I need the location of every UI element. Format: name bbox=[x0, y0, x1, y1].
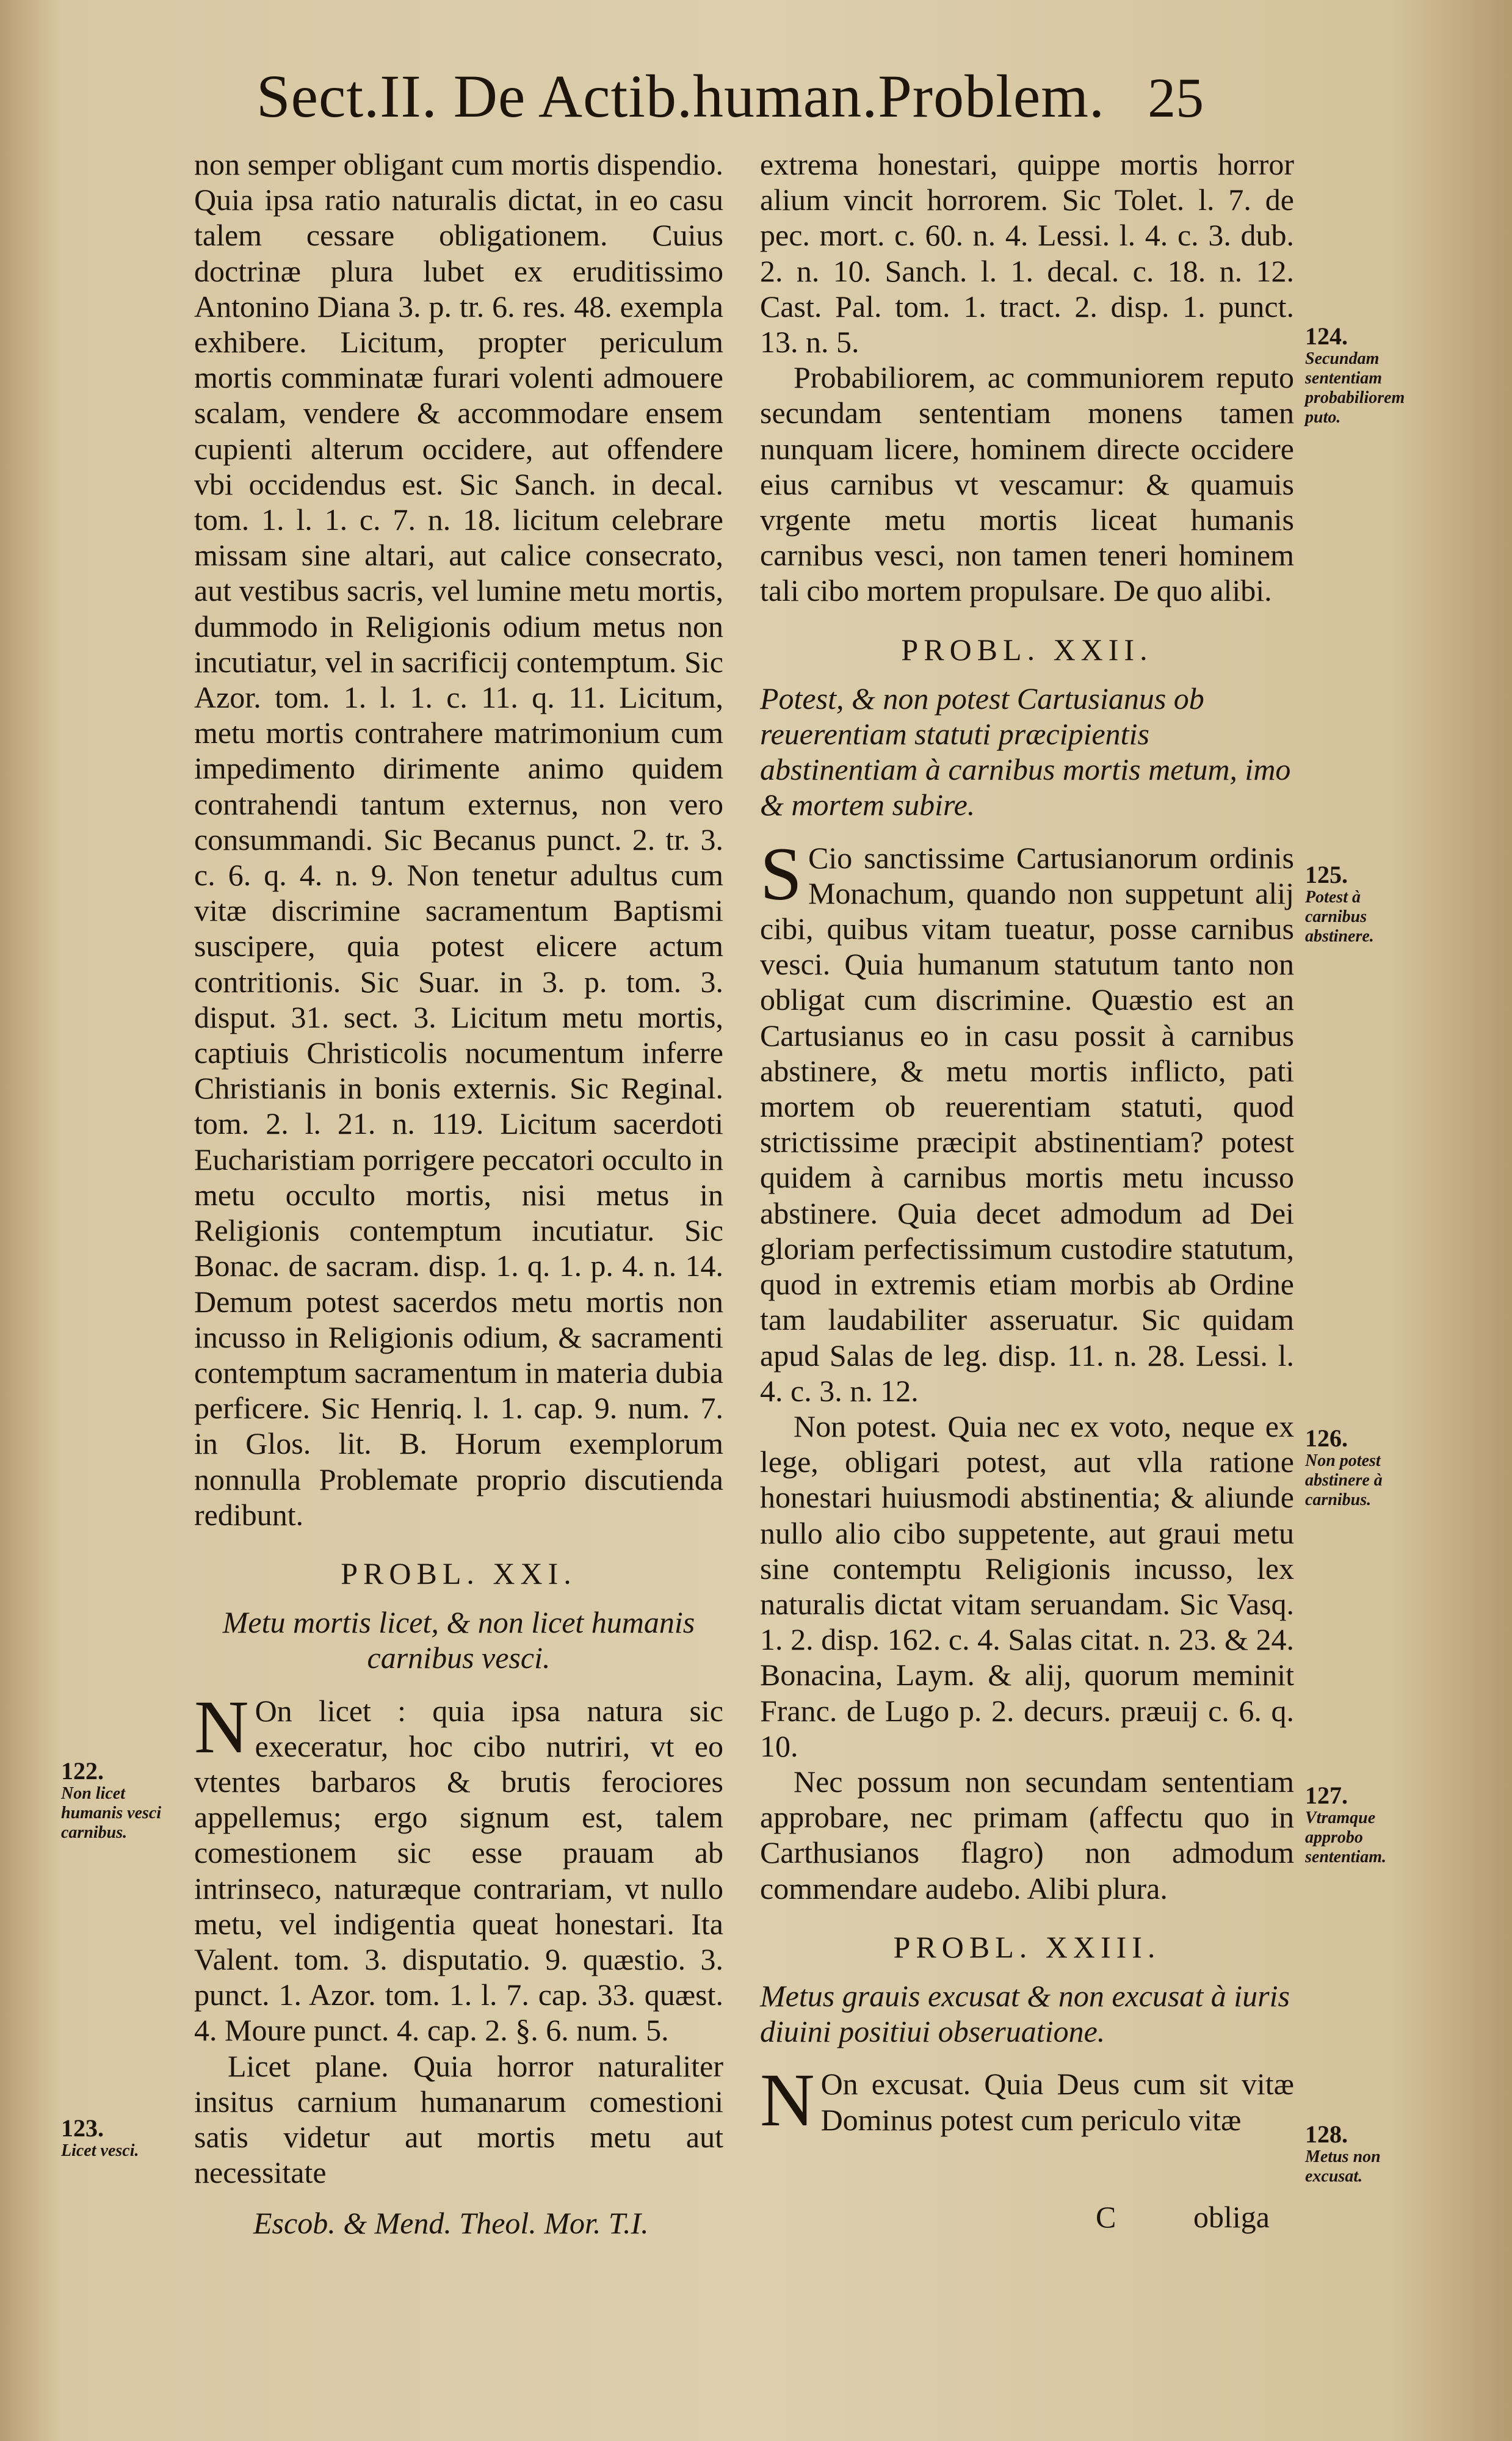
right-paragraph-3 bbox=[760, 832, 1294, 1409]
margin-note-text: Metus non excusat. bbox=[1305, 2147, 1381, 2186]
margin-note-122 bbox=[61, 1758, 171, 1843]
margin-note-number: 124. bbox=[1305, 322, 1348, 350]
margin-note-number: 126. bbox=[1305, 1424, 1348, 1452]
running-title: Sect.II. De Actib.human.Problem. bbox=[256, 62, 1105, 130]
margin-note-125 bbox=[1305, 862, 1415, 946]
right-paragraph-5: Nec possum non secundam sententiam approbare, nec primam (affectu quo in Carthusianos flagro) non admodum commendare audebo. Alibi plura. bbox=[760, 1764, 1294, 1906]
signature-line: Escob. & Mend. Theol. Mor. T.I. bbox=[253, 2206, 649, 2240]
right-paragraph-6 bbox=[760, 2058, 1294, 2142]
margin-note-number: 125. bbox=[1305, 861, 1348, 888]
left-paragraph-2 bbox=[194, 1685, 723, 2048]
right-paragraph-6-text: On excusat. Quia Deus cum sit vitæ Dominus potest cum periculo vitæ bbox=[820, 2067, 1294, 2137]
margin-note-text: Potest à carnibus abstinere. bbox=[1305, 888, 1374, 946]
margin-note-text: Secundam sententiam probabiliorem puto. bbox=[1305, 349, 1405, 427]
right-paragraph-3-text: Cio sanctissime Cartusianorum ordinis Monachum, quando non suppetunt alij cibi, quibus vitam tueatur, posse carnibus vesci. Quia humanum statutum tanto non obligat cum discrimine. Quæstio est an Cartusianus eo in casu possit à carnibus abstinere, & metu mortis inflicto, pati mortem ob reuerentiam statuti, quod strictissime præcipit abstinentiam? potest quidem à carnibus mortis metu incusso abstinere. Quia decet admodum ad Dei gloriam perfectissimum custodire statutum, quod in extremis etiam morbis ab Ordine tam laudabiliter asseruatur. Sic quidam apud Salas de leg. disp. 11. n. 28. Lessi. l. 4. c. 3. n. 12. bbox=[760, 840, 1294, 1408]
left-paragraph-2-text: On licet : quia ipsa natura sic execeratur, hoc cibo nutriri, vt eo vtentes barbaros & brutis ferociores appellemus; ergo signum est, talem comestionem sic esse prauam ab intrinseco, naturæque contrariam, vt nullo metu, vel indigentia queat honestari. Ita Valent. tom. 3. disputatio. 9. quæstio. 3. punct. 1. Azor. tom. 1. l. 7. cap. 33. quæst. 4. Moure punct. 4. cap. 2. §. 6. num. 5. bbox=[194, 1693, 723, 2048]
right-paragraph-2: Probabiliorem, ac communiorem reputo secundam sententiam monens tamen nunquam licere, hominem directe occidere eius carnibus vt vescamur: & quamuis vrgente metu mortis liceat humanis carnibus vesci, non tamen teneri hominem tali cibo mortem propulsare. De quo alibi. bbox=[760, 360, 1294, 608]
problem-22-heading: PROBL. XXII. bbox=[901, 632, 1153, 667]
margin-note-128 bbox=[1305, 2122, 1415, 2186]
left-paragraph-3: Licet plane. Quia horror naturaliter insitus carnium humanarum comestioni satis videtur aut mortis metu aut necessitate bbox=[194, 2048, 723, 2190]
page-number: 25 bbox=[1148, 67, 1204, 129]
drop-cap-n: N bbox=[194, 1685, 249, 1769]
problem-21-title: Metu mortis licet, & non licet humanis carnibus vesci. bbox=[222, 1605, 695, 1675]
margin-note-number: 122. bbox=[61, 1757, 104, 1785]
left-paragraph-1: non semper obligant cum mortis dispendio. Quia ipsa ratio naturalis dictat, in eo casu talem cessare obligationem. Cuius doctrinæ plura lubet ex eruditissimo Antonino Diana 3. p. tr. 6. res. 48. exempla exhibere. Licitum, propter periculum mortis comminatæ furari volenti admouere scalam, vendere & accommodare ensem cupienti alterum occidere, aut offendere vbi occidendus est. Sic Sanch. in decal. tom. 1. l. 1. c. 7. n. 18. licitum celebrare missam sine altari, aut calice consecrato, aut vestibus sacris, vel lumine metu mortis, dummodo in Religionis odium metus non incutiatur, vel in sacrificij contemptum. Sic Azor. tom. 1. l. 1. c. 11. q. 11. Licitum, metu mortis contrahere matrimonium cum impedimento dirimente animo quidem contrahendi tantum externus, non vero consummandi. Sic Becanus punct. 2. tr. 3. c. 6. q. 4. n. 9. Non tenetur adultus cum vitæ discrimine sacramentum Baptismi suscipere, quia potest elicere actum contritionis. Sic Suar. in 3. p. tom. 3. disput. 31. sect. 3. Licitum metu mortis, captiuis Christicolis nocumentum inferre Christianis in bonis externis. Sic Reginal. tom. 2. l. 21. n. 119. Licitum sacerdoti Eucharistiam porrigere peccatori occulto in metu occulto mortis, nisi metus in Religionis contemptum incutiatur. Sic Bonac. de sacram. disp. 1. q. 1. p. 4. n. 14. Demum potest sacerdos metu mortis non incusso in Religionis odium, & sacramenti contemptum sacramentum in materia dubia perficere. Sic Henriq. l. 1. cap. 9. num. 7. in Glos. lit. B. Horum exemplorum nonnulla Problemate proprio discutienda redibunt. bbox=[194, 147, 723, 1532]
running-header bbox=[256, 61, 1294, 140]
margin-note-127 bbox=[1305, 1783, 1415, 1867]
margin-note-text: Non licet humanis vesci carnibus. bbox=[61, 1784, 162, 1842]
margin-note-124 bbox=[1305, 324, 1415, 427]
drop-cap-s: S bbox=[760, 832, 802, 916]
margin-note-number: 127. bbox=[1305, 1782, 1348, 1809]
margin-note-123 bbox=[61, 2116, 171, 2161]
margin-note-text: Licet vesci. bbox=[61, 2141, 139, 2160]
drop-cap-n-2: N bbox=[760, 2058, 815, 2142]
right-column bbox=[760, 147, 1294, 2142]
catchword: obliga bbox=[1193, 2200, 1270, 2234]
margin-note-text: Non potest abstinere à carnibus. bbox=[1305, 1451, 1383, 1509]
margin-note-text: Vtramque approbo sententiam. bbox=[1305, 1808, 1387, 1866]
problem-23-heading: PROBL. XXIII. bbox=[893, 1929, 1161, 1964]
right-paragraph-1: extrema honestari, quippe mortis horror alium vincit horrorem. Sic Tolet. l. 7. de pec. mort. c. 60. n. 4. Lessi. l. 4. c. 3. dub. 2. n. 10. Sanch. l. 1. decal. c. 18. n. 12. Cast. Pal. tom. 1. tract. 2. disp. 1. punct. 13. n. 5. bbox=[760, 147, 1294, 360]
right-paragraph-4: Non potest. Quia nec ex voto, neque ex lege, obligari potest, aut vlla ratione honestari huiusmodi abstinentia; & aliunde nullo alio cibo suppetente, aut graui metu sine contemptu Religionis incusso, lex naturalis dictat vitam seruandam. Sic Vasq. 1. 2. disp. 162. c. 4. Salas citat. n. 23. & 24. Bonacina, Laym. & alij, quorum meminit Franc. de Lugo p. 2. decurs. præuij c. 6. q. 10. bbox=[760, 1409, 1294, 1763]
signature-letter: C bbox=[1096, 2200, 1116, 2234]
left-column bbox=[194, 147, 723, 2190]
margin-note-126 bbox=[1305, 1426, 1415, 1510]
problem-23-title: Metus grauis excusat & non excusat à iuris diuini positiui obseruatione. bbox=[760, 1978, 1290, 2049]
problem-22-title: Potest, & non potest Cartusianus ob reuerentiam statuti præcipientis abstinentiam à carnibus mortis metum, imo & mortem subire. bbox=[760, 681, 1291, 822]
margin-note-number: 128. bbox=[1305, 2120, 1348, 2148]
margin-note-number: 123. bbox=[61, 2114, 104, 2142]
problem-21-heading: PROBL. XXI. bbox=[341, 1556, 577, 1590]
